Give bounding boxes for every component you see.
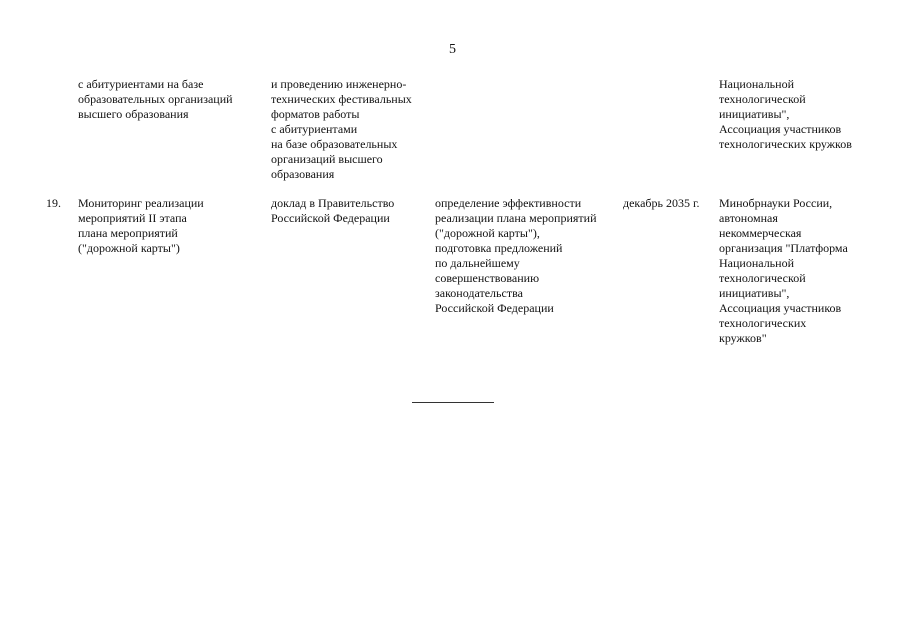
- end-divider: [412, 402, 494, 403]
- form-cell: доклад в Правительство Российской Федерации: [271, 196, 395, 225]
- row-number-cell: 19.: [46, 196, 61, 210]
- event-cell: с абитуриентами на базе образовательных организаций высшего образования: [78, 77, 233, 121]
- page-number: 5: [449, 42, 456, 57]
- responsible-cell: Минобрнауки России, автономная некоммерческая организация "Платформа Национальной технологической инициативы", Ассоциация участников технологических кружков": [719, 196, 848, 345]
- event-cell: Мониторинг реализации мероприятий II этапа плана мероприятий ("дорожной карты"): [78, 196, 204, 255]
- deadline-cell: декабрь 2035 г.: [623, 196, 700, 210]
- responsible-cell: Национальной технологической инициативы", Ассоциация участников технологических кружков: [719, 77, 852, 151]
- result-cell: определение эффективности реализации плана мероприятий ("дорожной карты"), подготовка предложений по дальнейшему совершенствованию законодательства Российской Федерации: [435, 196, 597, 315]
- form-cell: и проведению инженерно- технических фестивальных форматов работы с абитуриентами на базе образовательных организаций высшего образования: [271, 77, 412, 181]
